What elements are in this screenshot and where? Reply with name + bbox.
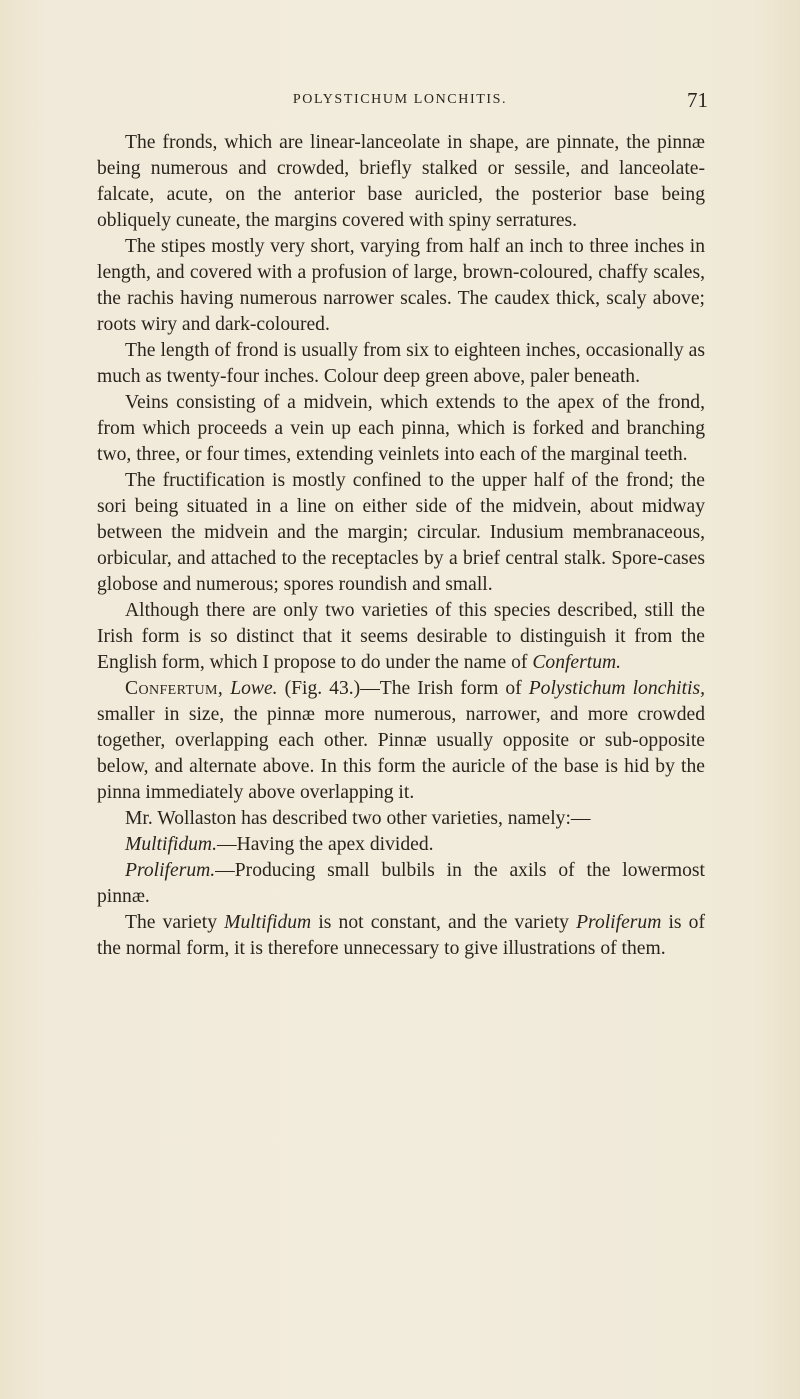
variety-name-proliferum: Proliferum. xyxy=(125,860,216,881)
paragraph-fructification xyxy=(97,468,705,598)
paragraph-text: is not constant, and the variety xyxy=(311,912,577,933)
paragraph-text: —Having the apex divided. xyxy=(216,834,434,855)
paragraph-text: Although there are only two varieties of this species described, still the Irish form is so distinct that it seems desirable to distinguish it from the English form, which I propose to do under the name of xyxy=(97,600,705,673)
paragraph-text: —Producing small bulbils in the axils of the lowermost pinnæ. xyxy=(97,860,705,907)
paragraph-length xyxy=(97,338,705,390)
variety-name-multifidum: Multifidum. xyxy=(125,834,217,855)
species-name: Polystichum lonchitis, xyxy=(528,678,705,699)
page-number: 71 xyxy=(687,88,708,112)
paragraph-text: (Fig. 43.)—The Irish form of xyxy=(277,678,529,699)
paragraph-fronds xyxy=(97,130,705,234)
paragraph-varieties xyxy=(97,598,705,676)
paragraph-text: Veins consisting of a midvein, which extends to the apex of the frond, from which proceeds a vein up each pinna, which is forked and branching two, three, or four times, extending veinlets into each of the marginal teeth. xyxy=(97,392,705,465)
author-name: Lowe. xyxy=(230,678,278,699)
running-head-title: POLYSTICHUM LONCHITIS. xyxy=(292,92,508,107)
variety-name-multifidum: Multifidum xyxy=(224,912,312,933)
running-head xyxy=(0,88,800,118)
paragraph-text: The length of frond is usually from six to eighteen inches, occasionally as much as twenty-four inches. Colour deep green above, paler beneath. xyxy=(97,340,705,387)
paragraph-confertum xyxy=(97,676,705,806)
paragraph-text: is of the normal form, it is therefore unnecessary to give illustrations of them. xyxy=(97,912,705,959)
paragraph-text: The stipes mostly very short, varying from half an inch to three inches in length, and covered with a profusion of large, brown-coloured, chaffy scales, the rachis having numerous narrower scales. The caudex thick, scaly above; roots wiry and dark-coloured. xyxy=(97,236,705,335)
variety-heading: Confertum, xyxy=(125,678,224,699)
paragraph-text: smaller in size, the pinnæ more numerous, narrower, and more crowded together, overlapping each other. Pinnæ usually opposite or sub-opposite below, and alternate above. In this form the auricle of the base is hid by the pinna immediately above overlapping it. xyxy=(97,704,705,803)
paragraph-proliferum xyxy=(97,858,705,910)
paragraph-text: Mr. Wollaston has described two other varieties, namely:— xyxy=(125,808,591,829)
variety-name-confertum: Confertum. xyxy=(532,652,622,673)
body-text xyxy=(97,130,705,962)
paragraph-conclusion xyxy=(97,910,705,962)
paragraph-text: The fructification is mostly confined to the upper half of the frond; the sori being situated in a line on either side of the midvein, about midway between the midvein and the margin; circular. Indusium membranaceous, orbicular, and attached to the receptacles by a brief central stalk. Spore-cases globose and numerous; spores roundish and small. xyxy=(97,470,705,595)
variety-name-proliferum: Proliferum xyxy=(576,912,662,933)
paragraph-stipes xyxy=(97,234,705,338)
paragraph-multifidum xyxy=(97,832,705,858)
paragraph-text: The variety xyxy=(125,912,225,933)
paragraph-veins xyxy=(97,390,705,468)
paragraph-wollaston xyxy=(97,806,705,832)
paragraph-text: The fronds, which are linear-lanceolate in shape, are pinnate, the pinnæ being numerous and crowded, briefly stalked or sessile, and lanceolate-falcate, acute, on the anterior base auricled, the posterior base being obliquely cuneate, the margins covered with spiny serratures. xyxy=(97,132,705,231)
